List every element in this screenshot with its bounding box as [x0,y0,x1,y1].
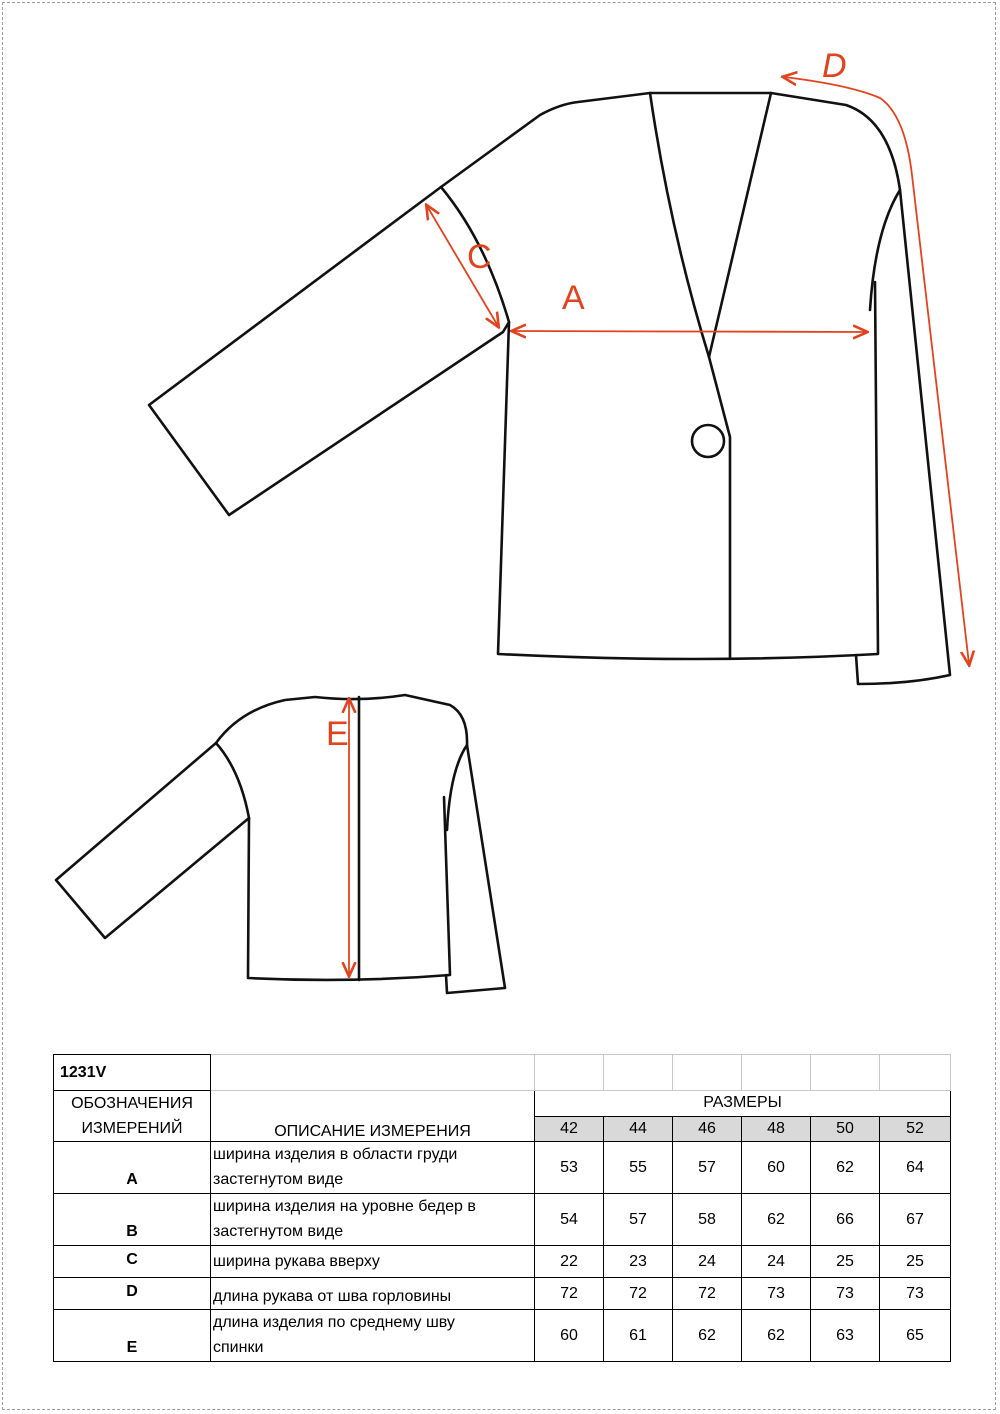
measure-letter: D [54,1278,211,1310]
table-header-row [54,1091,951,1117]
value-cell: 73 [880,1278,951,1310]
size-cell: 50 [811,1116,880,1142]
sizes-header: РАЗМЕРЫ [535,1091,951,1117]
front-button [692,425,724,457]
measure-letter: A [54,1142,211,1194]
value-cell: 73 [742,1278,811,1310]
value-cell: 25 [880,1246,951,1278]
value-cell: 24 [742,1246,811,1278]
label-e: E [326,715,349,753]
designation-header: ОБОЗНАЧЕНИЯ ИЗМЕРЕНИЙ [54,1091,211,1142]
value-cell: 53 [535,1142,604,1194]
description-header: ОПИСАНИЕ ИЗМЕРЕНИЯ [211,1091,535,1142]
measure-letter: C [54,1246,211,1278]
value-cell: 58 [673,1194,742,1246]
front-right-sleeve [856,190,950,684]
front-view [149,93,950,684]
value-cell: 64 [880,1142,951,1194]
value-cell: 73 [811,1278,880,1310]
size-cell: 42 [535,1116,604,1142]
value-cell: 55 [604,1142,673,1194]
value-cell: 72 [673,1278,742,1310]
size-table [53,1054,951,1362]
size-cell: 46 [673,1116,742,1142]
value-cell: 62 [673,1310,742,1362]
front-body-outline [149,93,878,659]
table-row [54,1194,951,1246]
value-cell: 23 [604,1246,673,1278]
value-cell: 65 [880,1310,951,1362]
value-cell: 57 [673,1142,742,1194]
label-c: C [467,238,492,276]
value-cell: 72 [604,1278,673,1310]
front-shoulder-right [650,93,900,190]
table-title-row [54,1055,951,1091]
size-cell: 44 [604,1116,673,1142]
value-cell: 60 [742,1142,811,1194]
measure-letter: E [54,1310,211,1362]
value-cell: 57 [604,1194,673,1246]
value-cell: 62 [811,1142,880,1194]
label-d: D [822,47,847,85]
value-cell: 24 [673,1246,742,1278]
table-row [54,1142,951,1194]
value-cell: 62 [742,1194,811,1246]
front-neckline-right [709,93,771,357]
value-cell: 61 [604,1310,673,1362]
measure-description: ширина изделия на уровне бедер в застегнутом виде [211,1194,535,1246]
label-a: A [562,279,585,317]
back-view [56,695,505,993]
value-cell: 25 [811,1246,880,1278]
measure-description: ширина изделия в области груди застегнутом виде [211,1142,535,1194]
value-cell: 22 [535,1246,604,1278]
measure-description: длина изделия по среднему шву спинки [211,1310,535,1362]
value-cell: 66 [811,1194,880,1246]
measure-description: длина рукава от шва горловины [211,1278,535,1310]
front-neckline-left [650,93,709,357]
table-row [54,1310,951,1362]
value-cell: 54 [535,1194,604,1246]
back-right-sleeve [446,745,505,993]
value-cell: 67 [880,1194,951,1246]
front-closure [709,357,730,658]
back-body-outline [56,695,467,980]
table-row [54,1246,951,1278]
value-cell: 60 [535,1310,604,1362]
arrow-a [513,331,866,332]
value-cell: 62 [742,1310,811,1362]
back-armhole-left [216,743,249,818]
table-row [54,1278,951,1310]
value-cell: 72 [535,1278,604,1310]
model-code: 1231V [54,1055,211,1091]
size-cell: 52 [880,1116,951,1142]
size-cell: 48 [742,1116,811,1142]
measure-description: ширина рукава вверху [211,1246,535,1278]
measure-letter: B [54,1194,211,1246]
value-cell: 63 [811,1310,880,1362]
